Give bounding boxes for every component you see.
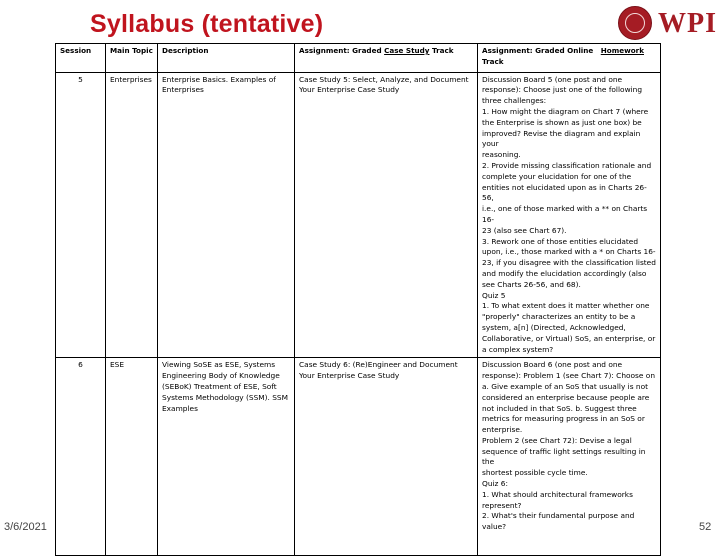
homework-assignment: [478, 72, 661, 358]
homework-line: 23 (also see Chart 67).: [482, 225, 567, 235]
header-case-study-suffix: Track: [429, 46, 454, 55]
homework-line: Quiz 5: [482, 290, 506, 300]
header-homework-underlined: Homework: [600, 46, 644, 55]
homework-line: the Enterprise is shown as just one box) be: [482, 117, 642, 127]
homework-line: 1. How might the diagram on Chart 7 (where: [482, 106, 649, 116]
header-session: Session: [56, 44, 106, 73]
session-number: 5: [56, 72, 106, 358]
page-number: 52: [699, 521, 712, 533]
header-case-study-underlined: Case Study: [384, 46, 430, 55]
homework-line: Problem 2 (see Chart 72): Devise a legal: [482, 435, 632, 445]
homework-line: metrics for measuring progress in an SoS or: [482, 414, 645, 424]
table-header-row: [56, 44, 661, 73]
homework-line: Quiz 6:: [482, 479, 508, 489]
slide-date: 3/6/2021: [4, 521, 47, 533]
homework-line: a. Give example of an SoS that usually is not: [482, 381, 649, 391]
homework-line: 2. Provide missing classification rationale and: [482, 160, 652, 170]
homework-line: Discussion Board 6 (one post and one: [482, 360, 623, 370]
homework-line: upon, i.e., those marked with a * on Charts 16-: [482, 247, 656, 257]
homework-line: sequence of traffic light settings resulting in the: [482, 446, 646, 467]
homework-line: 1. What should architectural frameworks: [482, 489, 633, 499]
homework-line: three challenges:: [482, 96, 547, 106]
description: Viewing SoSE as ESE, Systems Engineering Body of Knowledge (SEBoK) Treatment of ESE, Soft Systems Methodology (SSM). SSM Examples: [158, 358, 295, 556]
case-study-assignment: Case Study 5: Select, Analyze, and Document Your Enterprise Case Study: [295, 72, 478, 358]
table-row: [56, 72, 661, 358]
homework-line: value?: [482, 522, 507, 532]
homework-line: considered an enterprise because people are: [482, 392, 650, 402]
homework-line: improved? Revise the diagram and explain your: [482, 128, 641, 149]
homework-line: response): Problem 1 (see Chart 7): Choose on: [482, 371, 656, 381]
homework-line: reasoning.: [482, 150, 521, 160]
table-row: [56, 358, 661, 556]
homework-line: entities not elucidated upon as in Charts 26-56,: [482, 182, 647, 203]
homework-line: system, a[n] (Directed, Acknowledged,: [482, 322, 626, 332]
homework-line: Collaborative, or Virtual) SoS, an enterprise, or: [482, 333, 656, 343]
homework-line: 23, if you disagree with the classification listed: [482, 258, 656, 268]
homework-line: complete your elucidation for one of the: [482, 171, 632, 181]
homework-line: 1. To what extent does it matter whether one: [482, 301, 650, 311]
description: Enterprise Basics. Examples of Enterprises: [158, 72, 295, 358]
header-homework-track: [478, 44, 661, 73]
header-case-study-track: [295, 44, 478, 73]
homework-line: represent?: [482, 500, 522, 510]
homework-assignment: [478, 358, 661, 556]
homework-line: and modify the elucidation accordingly (also: [482, 268, 647, 278]
homework-line: 2. What's their fundamental purpose and: [482, 511, 635, 521]
slide-title: Syllabus (tentative): [90, 10, 324, 38]
homework-line: enterprise.: [482, 425, 523, 435]
homework-line: Discussion Board 5 (one post and one: [482, 74, 623, 84]
homework-line: i.e., one of those marked with a ** on Charts 16-: [482, 204, 648, 224]
header-main-topic: Main Topic: [106, 44, 158, 73]
syllabus-table: [55, 43, 661, 556]
homework-line: 3. Rework one of those entities elucidated: [482, 236, 639, 246]
header-homework-prefix: Assignment: Graded Online: [482, 46, 601, 55]
case-study-assignment: Case Study 6: (Re)Engineer and Document Your Enterprise Case Study: [295, 358, 478, 556]
homework-line: shortest possible cycle time.: [482, 468, 588, 478]
main-topic: ESE: [106, 358, 158, 556]
main-topic: Enterprises: [106, 72, 158, 358]
homework-line: "properly" characterizes an entity to be a: [482, 312, 636, 322]
homework-line: a complex system?: [482, 344, 554, 354]
header-description: Description: [158, 44, 295, 73]
wpi-logo: [618, 6, 718, 42]
homework-line: see Charts 26-56, and 68).: [482, 279, 581, 289]
homework-line: not included in that SoS. b. Suggest three: [482, 403, 637, 413]
wpi-logo-text: WPI: [658, 8, 717, 39]
header-case-study-prefix: Assignment: Graded: [299, 46, 385, 55]
wpi-seal-icon: [618, 6, 652, 40]
session-number: 6: [56, 358, 106, 556]
homework-line: response): Choose just one of the following: [482, 85, 643, 95]
header-homework-suffix: Track: [482, 56, 504, 66]
